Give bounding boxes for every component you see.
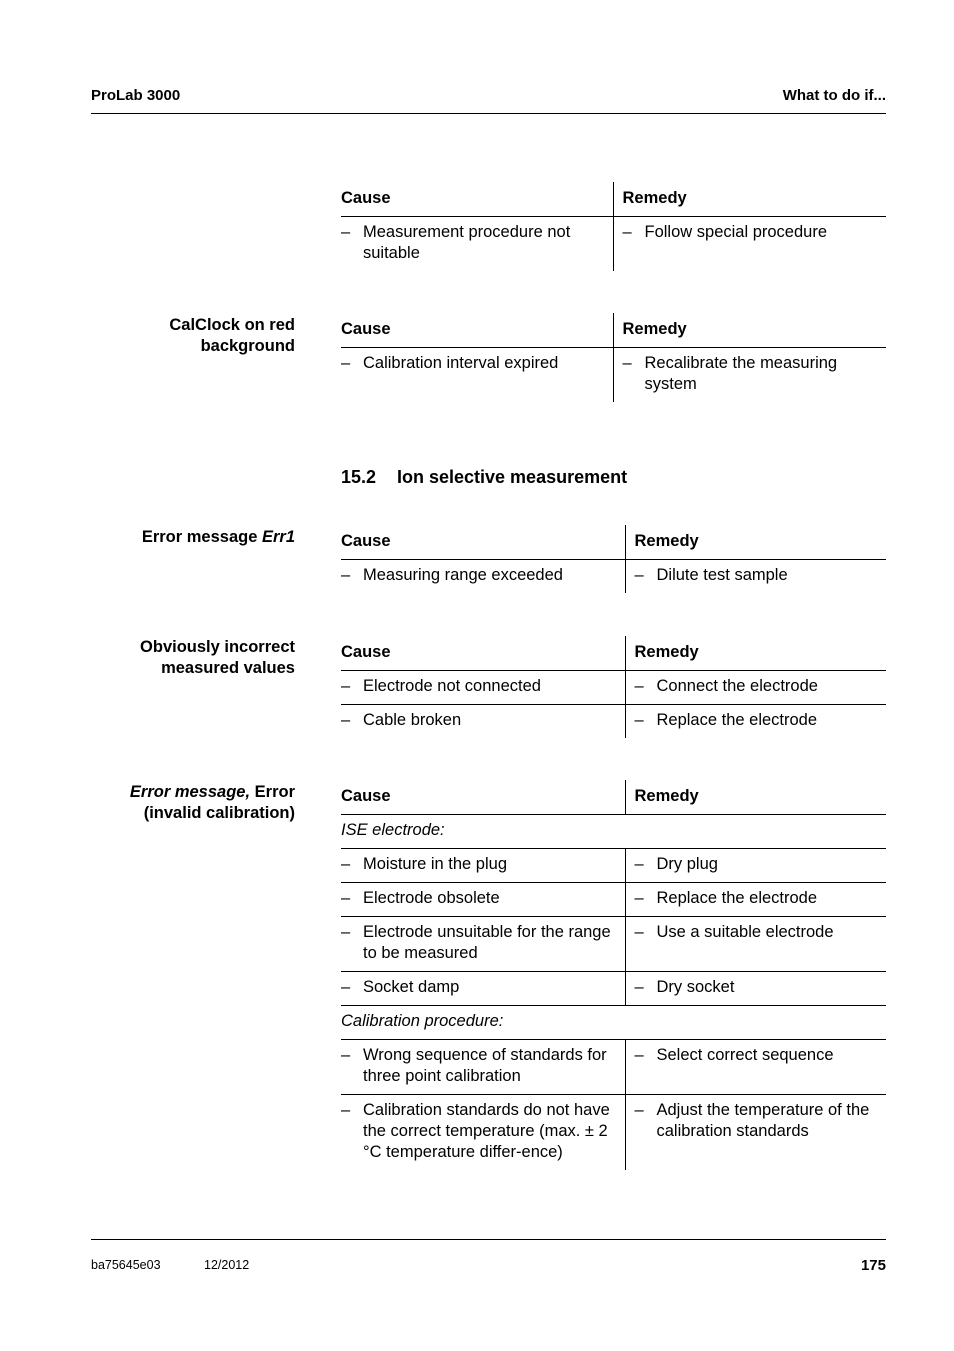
cause-text: – Electrode unsuitable for the range to be measured — [341, 922, 625, 964]
table-incorrect-values — [341, 636, 886, 738]
footer-rule — [91, 1239, 886, 1240]
cause-text: – Measurement procedure not suitable — [341, 222, 613, 264]
cause-text: – Electrode not connected — [341, 676, 625, 697]
column-header-remedy: Remedy — [613, 313, 886, 348]
column-header-cause: Cause — [341, 780, 625, 815]
table-row — [341, 671, 886, 705]
cause-text: – Measuring range exceeded — [341, 565, 625, 586]
table-calclock — [341, 313, 886, 402]
table-row — [341, 972, 886, 1006]
table-row — [341, 917, 886, 972]
cause-text: – Calibration standards do not have the correct temperature (max. ± 2 °C temperature differ-ence) — [341, 1100, 625, 1163]
remedy-text: – Use a suitable electrode — [635, 922, 887, 943]
incorrect-values-label: Obviously incorrect measured values — [140, 638, 295, 677]
column-header-remedy: Remedy — [625, 636, 886, 671]
remedy-text: – Dry plug — [635, 854, 887, 875]
table-row — [341, 1040, 886, 1095]
remedy-text: – Replace the electrode — [635, 888, 887, 909]
column-header-remedy: Remedy — [625, 780, 886, 815]
header-product-name: ProLab 3000 — [91, 87, 181, 104]
table-row — [341, 883, 886, 917]
table-row — [341, 348, 886, 403]
table-err1 — [341, 525, 886, 593]
page-number: 175 — [860, 1257, 886, 1274]
column-header-cause: Cause — [341, 313, 613, 348]
table-row — [341, 849, 886, 883]
table-invalid-calibration — [341, 780, 886, 1170]
remedy-text: – Select correct sequence — [635, 1045, 887, 1066]
column-header-cause: Cause — [341, 182, 613, 217]
table-row — [341, 705, 886, 739]
remedy-text: – Dilute test sample — [635, 565, 887, 586]
remedy-text: – Connect the electrode — [635, 676, 887, 697]
err1-label: Error message Err1 — [141, 528, 295, 546]
footer-date: 12/2012 — [204, 1258, 250, 1272]
remedy-text: – Replace the electrode — [635, 710, 887, 731]
table-measurement-procedure — [341, 182, 886, 271]
table-row — [341, 1095, 886, 1171]
cause-text: – Socket damp — [341, 977, 625, 998]
group-row — [341, 815, 886, 849]
remedy-text: – Adjust the temperature of the calibration standards — [635, 1100, 887, 1142]
column-header-cause: Cause — [341, 525, 625, 560]
section-heading — [341, 467, 627, 488]
group-title-calibration-procedure: Calibration procedure: — [341, 1006, 886, 1040]
error-invalid-calibration-label: Error message, Error (invalid calibration) — [129, 783, 295, 822]
section-title-text: Ion selective measurement — [397, 467, 628, 487]
calclock-label: CalClock on red background — [169, 316, 295, 355]
cause-text: – Calibration interval expired — [341, 353, 613, 374]
column-header-remedy: Remedy — [613, 182, 886, 217]
remedy-text: – Follow special procedure — [623, 222, 887, 243]
table-row — [341, 560, 886, 594]
group-row — [341, 1006, 886, 1040]
group-title-ise-electrode: ISE electrode: — [341, 821, 445, 839]
footer-document-number: ba75645e03 — [91, 1258, 161, 1272]
cause-text: – Moisture in the plug — [341, 854, 625, 875]
column-header-cause: Cause — [341, 636, 625, 671]
cause-text: – Electrode obsolete — [341, 888, 625, 909]
header-chapter-title: What to do if... — [782, 87, 886, 104]
section-number: 15.2 — [341, 467, 377, 487]
remedy-text: – Dry socket — [635, 977, 887, 998]
remedy-text: – Recalibrate the measuring system — [623, 353, 887, 395]
header-rule — [91, 113, 886, 114]
cause-text: – Cable broken — [341, 710, 625, 731]
cause-text: – Wrong sequence of standards for three point calibration — [341, 1045, 625, 1087]
column-header-remedy: Remedy — [625, 525, 886, 560]
table-row — [341, 217, 886, 272]
